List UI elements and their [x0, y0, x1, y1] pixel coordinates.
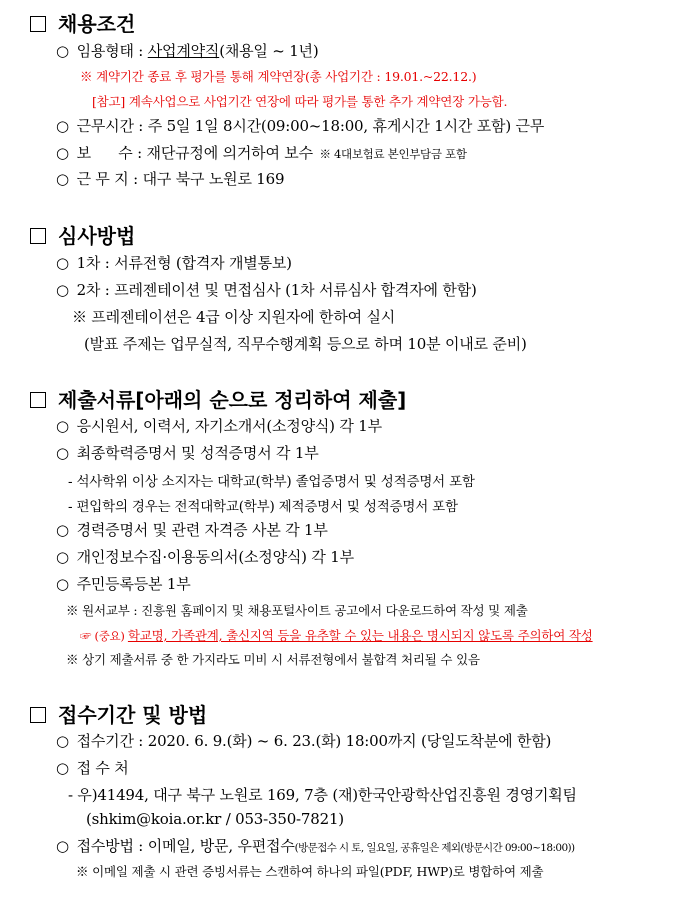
- circle-bullet-icon: ○: [56, 837, 69, 855]
- circle-bullet-icon: ○: [56, 281, 69, 299]
- circle-bullet-icon: ○: [56, 732, 69, 750]
- step2-text: 2차 : 프레젠테이션 및 면접심사 (1차 서류심사 합격자에 한함): [76, 281, 477, 299]
- note-email: ※ 이메일 제출 시 관련 증빙서류는 스캔하여 하나의 파일(PDF, HWP)로 병합하여 제출: [76, 864, 544, 879]
- note-presentation: ※ 프레젠테이션은 4급 이상 지원자에 한하여 실시: [72, 308, 396, 326]
- list-item-doc5: [56, 573, 191, 594]
- hours-text: 근무시간 : 주 5일 1일 8시간(09:00~18:00, 휴게시간 1시간 포함) 근무: [76, 117, 545, 135]
- list-item-pay: [56, 142, 467, 163]
- list-item-doc1: [56, 415, 382, 436]
- step1-text: 1차 : 서류전형 (합격자 개별통보): [76, 254, 292, 272]
- note-missing: ※ 상기 제출서류 중 한 가지라도 미비 시 서류전형에서 불합격 처리될 수 있음: [66, 652, 480, 667]
- circle-bullet-icon: ○: [56, 759, 69, 777]
- doc2-sub2: - 편입학의 경우는 전적대학교(학부) 제적증명서 및 성적증명서 포함: [68, 499, 458, 515]
- checkbox-square-icon: [30, 228, 46, 244]
- checkbox-square-icon: [30, 16, 46, 32]
- list-item-hours: [56, 115, 544, 136]
- checkbox-square-icon: [30, 707, 46, 723]
- note-caution: [80, 626, 593, 644]
- list-item-method: [56, 835, 575, 856]
- list-item-doc2: [56, 442, 319, 463]
- note-download: ※ 원서교부 : 진흥원 홈페이지 및 채용포털사이트 공고에서 다운로드하여 작성 및 제출: [66, 603, 528, 618]
- circle-bullet-icon: ○: [56, 417, 69, 435]
- pay-text: 보 수 : 재단규정에 의거하여 보수: [76, 144, 313, 162]
- circle-bullet-icon: ○: [56, 548, 69, 566]
- list-item-doc4: [56, 546, 354, 567]
- section-title-documents: 제출서류[아래의 순으로 정리하여 제출]: [30, 384, 406, 413]
- employment-value: 사업계약직: [147, 42, 220, 60]
- list-item-period: [56, 730, 551, 751]
- period-text: 접수기간 : 2020. 6. 9.(화) ~ 6. 23.(화) 18:00까지 (당일도착분에 한함): [76, 732, 552, 750]
- doc4-text: 개인정보수집·이용동의서(소정양식) 각 1부: [76, 548, 354, 566]
- list-item-doc3: [56, 519, 328, 540]
- circle-bullet-icon: ○: [56, 254, 69, 272]
- circle-bullet-icon: ○: [56, 521, 69, 539]
- caution-prefix: ☞ (중요): [80, 629, 128, 643]
- circle-bullet-icon: ○: [56, 575, 69, 593]
- section-title-application: 접수기간 및 방법: [30, 699, 207, 728]
- circle-bullet-icon: ○: [56, 144, 69, 162]
- note-presentation-topic: (발표 주제는 업무실적, 직무수행계획 등으로 하며 10분 이내로 준비): [84, 335, 527, 353]
- note-reference: [참고] 계속사업으로 사업기간 연장에 따라 평가를 통한 추가 계약연장 가능함.: [92, 94, 508, 109]
- place-label: 접 수 처: [76, 759, 129, 777]
- method-note: (방문접수 시 토, 일요일, 공휴일은 제외(방문시간 09:00~18:00)): [294, 842, 575, 854]
- list-item-step1: [56, 252, 292, 273]
- employment-label: 임용형태 :: [76, 42, 148, 60]
- doc5-text: 주민등록등본 1부: [76, 575, 191, 593]
- doc3-text: 경력증명서 및 관련 자격증 사본 각 1부: [76, 521, 328, 539]
- circle-bullet-icon: ○: [56, 444, 69, 462]
- circle-bullet-icon: ○: [56, 42, 69, 60]
- employment-rest: (채용일 ~ 1년): [219, 42, 319, 60]
- contact-text: (shkim@koia.or.kr / 053-350-7821): [86, 810, 344, 828]
- doc2-sub1: - 석사학위 이상 소지자는 대학교(학부) 졸업증명서 및 성적증명서 포함: [68, 474, 475, 490]
- method-text: 접수방법 : 이메일, 방문, 우편접수: [76, 837, 295, 855]
- circle-bullet-icon: ○: [56, 170, 69, 188]
- doc2-text: 최종학력증명서 및 성적증명서 각 1부: [76, 444, 319, 462]
- checkbox-square-icon: [30, 392, 46, 408]
- location-text: 근 무 지 : 대구 북구 노원로 169: [76, 170, 285, 188]
- doc1-text: 응시원서, 이력서, 자기소개서(소정양식) 각 1부: [76, 417, 382, 435]
- section-title-screening: 심사방법: [30, 220, 135, 249]
- list-item-place: [56, 757, 129, 778]
- note-contract: ※ 계약기간 종료 후 평가를 통해 계약연장(총 사업기간 : 19.01.~22.12.): [80, 69, 477, 84]
- pay-note: ※ 4대보험료 본인부담금 포함: [319, 147, 467, 161]
- list-item-location: [56, 168, 284, 189]
- section-title-conditions: 채용조건: [30, 8, 135, 37]
- circle-bullet-icon: ○: [56, 117, 69, 135]
- list-item-employment: [56, 40, 319, 61]
- list-item-step2: [56, 279, 477, 300]
- address-text: - 우)41494, 대구 북구 노원로 169, 7층 (재)한국안광학산업진흥원 경영기획팀: [68, 786, 577, 804]
- caution-text: 학교명, 가족관계, 출신지역 등을 유추할 수 있는 내용은 명시되지 않도록 주의하여 작성: [127, 628, 593, 643]
